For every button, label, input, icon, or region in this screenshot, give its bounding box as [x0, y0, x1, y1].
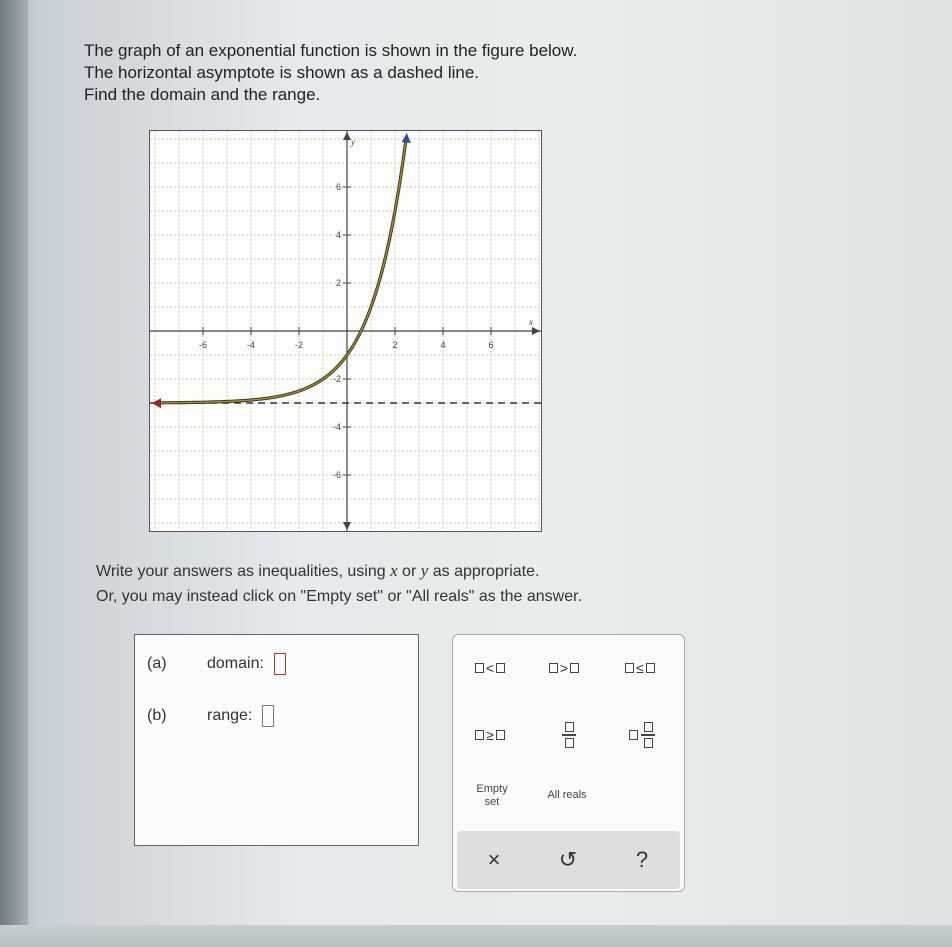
prompt-line-1: The graph of an exponential function is shown in the figure below. — [84, 41, 578, 60]
x-tick-label: 2 — [392, 340, 398, 350]
instructions-line-2: Or, you may instead click on "Empty set" or "All reals" as the answer. — [96, 588, 583, 605]
y-tick-label: -4 — [332, 422, 341, 432]
help-button[interactable]: ? — [635, 847, 649, 872]
exponential-curve-outline — [155, 141, 406, 403]
y-tick-label: 6 — [335, 182, 341, 192]
keypad-action-bar — [457, 831, 680, 889]
answer-box — [134, 634, 419, 846]
range-row — [147, 705, 274, 727]
y-tick-label: -6 — [332, 470, 341, 480]
range-answer-input[interactable] — [262, 705, 274, 727]
part-b-label: (b) — [147, 707, 167, 724]
y-axis-label: y — [351, 137, 355, 147]
x-tick-label: -6 — [198, 340, 208, 350]
undo-button[interactable]: ↺ — [558, 847, 578, 872]
domain-row — [147, 653, 286, 675]
range-label: range: — [207, 707, 253, 724]
empty-set-button[interactable]: Empty set — [476, 783, 508, 808]
all-reals-button[interactable]: All reals — [547, 788, 587, 801]
clear-button[interactable]: × — [487, 847, 501, 872]
y-axis-arrow-down — [343, 522, 351, 530]
part-a-label: (a) — [147, 655, 167, 672]
domain-label: domain: — [207, 655, 264, 672]
prompt-line-3: Find the domain and the range. — [84, 85, 321, 104]
math-keypad — [452, 634, 685, 892]
left-edge — [0, 0, 28, 947]
fraction-button[interactable] — [549, 715, 589, 755]
less-than-button[interactable]: < — [465, 657, 515, 679]
curve-arrow-up — [402, 133, 411, 143]
question-prompt — [84, 40, 577, 106]
instructions — [96, 558, 582, 609]
x-tick-label: -2 — [294, 340, 304, 350]
x-tick-label: 4 — [440, 340, 446, 350]
exponential-graph — [149, 130, 542, 532]
y-tick-label: -2 — [332, 374, 341, 384]
y-axis-arrow-up — [343, 132, 351, 140]
y-tick-label: 4 — [335, 230, 341, 240]
graph-canvas — [150, 131, 541, 531]
prompt-line-2: The horizontal asymptote is shown as a dashed line. — [84, 63, 480, 82]
exponential-curve — [155, 141, 406, 403]
x-axis-label: x — [529, 317, 533, 327]
less-or-equal-button[interactable]: ≤ — [615, 657, 665, 679]
curve-arrow-left — [152, 398, 161, 408]
greater-than-button[interactable]: > — [539, 657, 589, 679]
x-tick-label: -4 — [246, 340, 256, 350]
greater-or-equal-button[interactable]: ≥ — [465, 723, 515, 747]
x-tick-label: 6 — [488, 340, 494, 350]
instructions-line-1: Write your answers as inequalities, using x or y as appropriate. — [96, 561, 540, 580]
bottom-edge — [0, 925, 952, 947]
y-tick-label: 2 — [335, 278, 341, 288]
mixed-number-button[interactable] — [617, 715, 667, 755]
domain-answer-input[interactable] — [274, 653, 286, 675]
